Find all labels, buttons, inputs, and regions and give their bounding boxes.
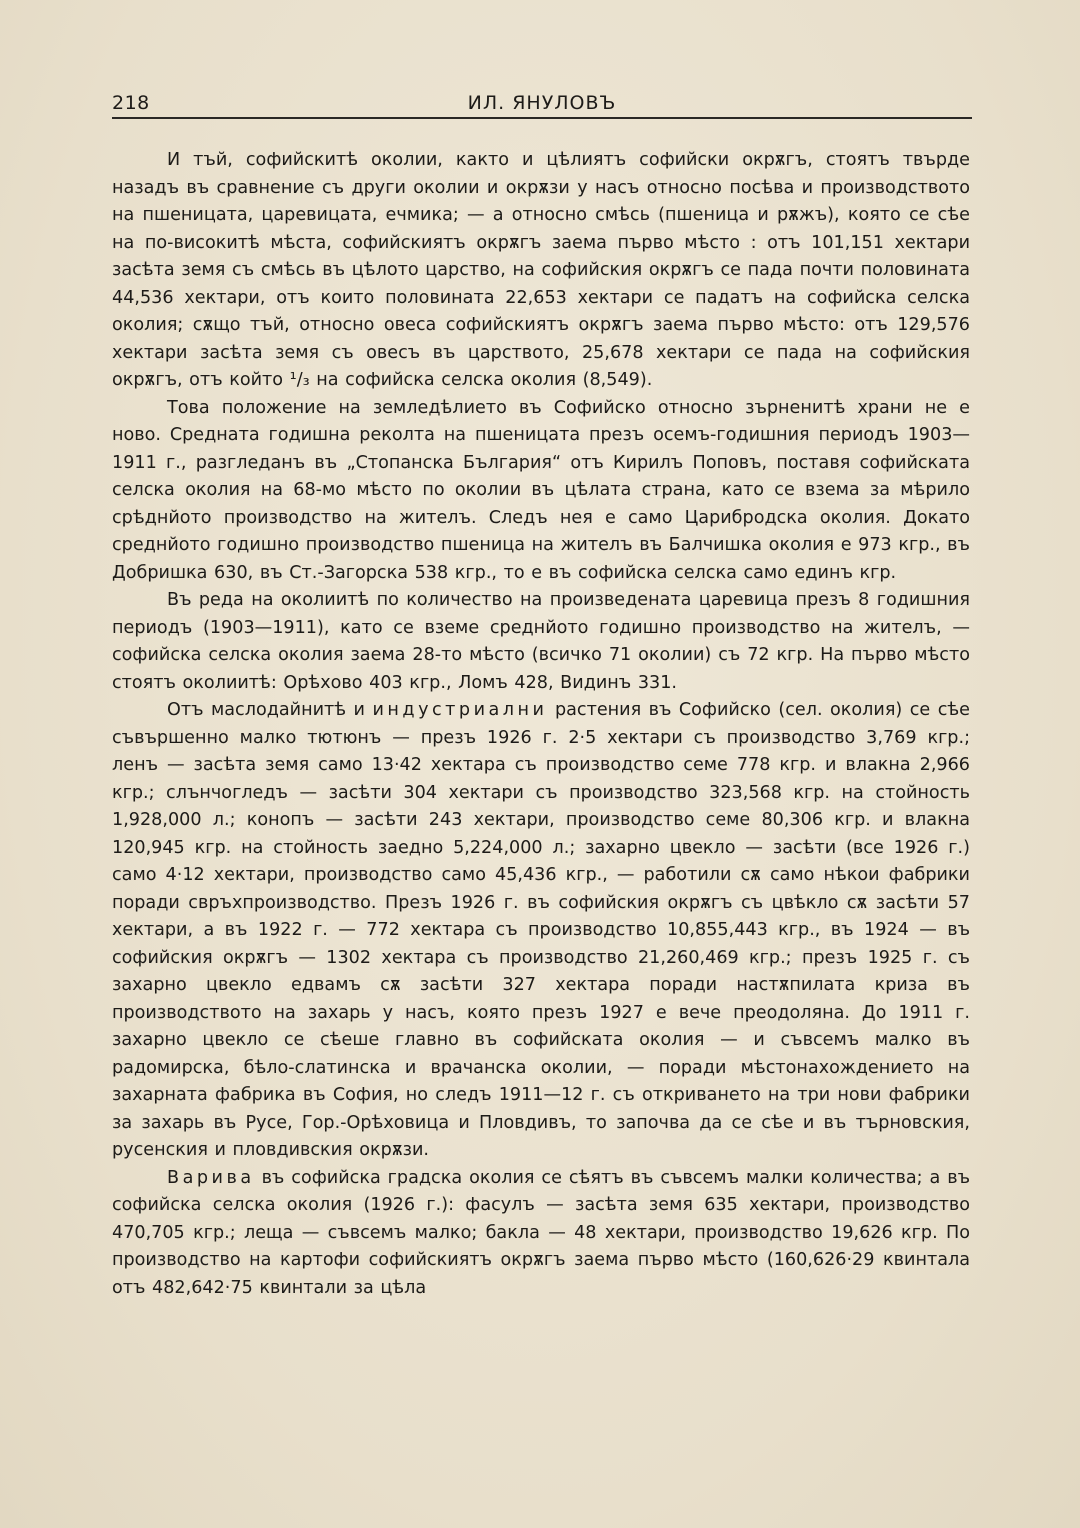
emphasized-term-legumes: Варива — [167, 1167, 255, 1188]
emphasized-term-industrial: индустриални — [372, 700, 548, 720]
paragraph-3: Въ реда на околиитѣ по количество на произведената царевица презъ 8 годишния периодъ (1903—1911), като се вземе среднйото годишно производство на жителъ, — софийска селска околия заема 28-то мѣсто (всичко 71 околии) съ 72 кгр. На първо мѣсто стоятъ околиитѣ: Орѣхово 403 кгр., Ломъ 428, Видинъ 331. — [112, 590, 970, 693]
paragraph-4-rest: растения въ Софийско (сел. околия) се сѣе съвършенно малко тютюнъ — презъ 1926 г. 2·5 хектари съ производство 3,769 кгр.; ленъ — засѣта земя само 13·42 хектара съ производство семе 778 кгр. и влакна 2,966 кгр.; слънчогледъ — засѣти 304 хектари съ производство 323,568 кгр. на стойность 1,928,000 л.; конопъ — засѣти 243 хектари, производство семе 80,306 кгр. и влакна 120,945 кгр. на стойность заедно 5,224,000 л.; захарно цвекло — засѣти (все 1926 г.) само 4·12 хектари, производство само 45,436 кгр., — работили сѫ само нѣкои фабрики поради свръхпроизводство. Презъ 1926 г. въ софийския окрѫгъ съ цвѣкло сѫ засѣти 57 хектари, а въ 1922 г. — 772 хектара съ производство 10,855,443 кгр., въ 1924 — въ софийския окрѫгъ — 1302 хектара съ производство 21,260,469 кгр.; презъ 1925 г. съ захарно цвекло едвамъ сѫ засѣти 327 хектара поради настѫпилата криза въ производството на захарь у насъ, която презъ 1927 е вече преодоляна. До 1911 г. захарно цвекло се сѣеше главно въ софийската околия — и съвсемъ малко въ радомирска, бѣло-слатинска и врачанска околии, — поради мѣстонахождението на захарната фабрика въ София, но следъ 1911—12 г. съ откриването на три нови фабрики за захарь въ Русе, Гор.-Орѣховица и Пловдивъ, то започва да се сѣе и въ търновския, русенския и пловдивския окрѫзи. — [112, 700, 971, 1160]
body-text — [112, 147, 970, 1302]
paragraph-4 — [112, 697, 970, 1165]
paragraph-4-start: Отъ маслодайнитѣ и — [167, 700, 365, 720]
running-head: ИЛ. ЯНУЛОВЪ — [467, 92, 617, 114]
header-rule — [112, 117, 972, 119]
paragraph-1 — [112, 147, 970, 395]
paragraph-5 — [112, 1165, 970, 1303]
paragraph-1-text: И тъй, софийскитѣ околии, както и цѣлиятъ софийски окрѫгъ, стоятъ твърде назадъ въ сравнение съ други околии и окрѫзи у насъ относно посѣва и производството на пшеницата, царевицата, ечмика; — а относно смѣсь (пшеница и рѫжъ), която се сѣе на по-високитѣ мѣста, софийскиятъ окрѫгъ заема първо мѣсто : отъ 101,151 хектари засѣта земя съ смѣсь въ цѣлото царство, на софийския окрѫгъ се пада почти половината 44,536 хектари, отъ които половината 22,653 хектари се падатъ на софийска селска околия; сѫщо тъй, относно овеса софийскиятъ окрѫгъ заема първо мѣсто: отъ 129,576 хектари засѣта земя съ овесъ въ царството, 25,678 хектари се пада на софийския окрѫгъ, отъ който — [112, 150, 970, 390]
fraction-one-third: ¹/₃ — [289, 370, 310, 390]
page-header — [112, 88, 972, 122]
paragraph-5-rest: въ софийска градска околия се сѣятъ въ съвсемъ малки количества; а въ софийска селска околия (1926 г.): фасулъ — засѣта земя 635 хектари, производство 470,705 кгр.; леща — съвсемъ малко; бакла — 48 хектари, производство 19,626 кгр. По производство на картофи софийскиятъ окрѫгъ заема първо мѣсто (160,626·29 квинтала отъ 482,642·75 квинтали за цѣла — [112, 1167, 971, 1298]
page-number: 218 — [112, 92, 150, 114]
paragraph-1-end: на софийска селска околия (8,549). — [316, 370, 653, 390]
paragraph-2: Това положение на земледѣлието въ Софийско относно зърненитѣ храни не е ново. Средната годишна реколта на пшеницата презъ осемъ-годишния периодъ 1903—1911 г., разгледанъ въ „Стопанска България“ отъ Кирилъ Поповъ, поставя софийската селска околия на 68-мо мѣсто по околии въ цѣлата страна, като се взема за мѣрило срѣднйото производство на жителъ. Следъ нея е само Царибродска околия. Докато среднйото годишно производство пшеница на жителъ въ Балчишка околия е 973 кгр., въ Добришка 630, въ Ст.-Загорска 538 кгр., то е въ софийска селска само единъ кгр. — [112, 397, 970, 583]
